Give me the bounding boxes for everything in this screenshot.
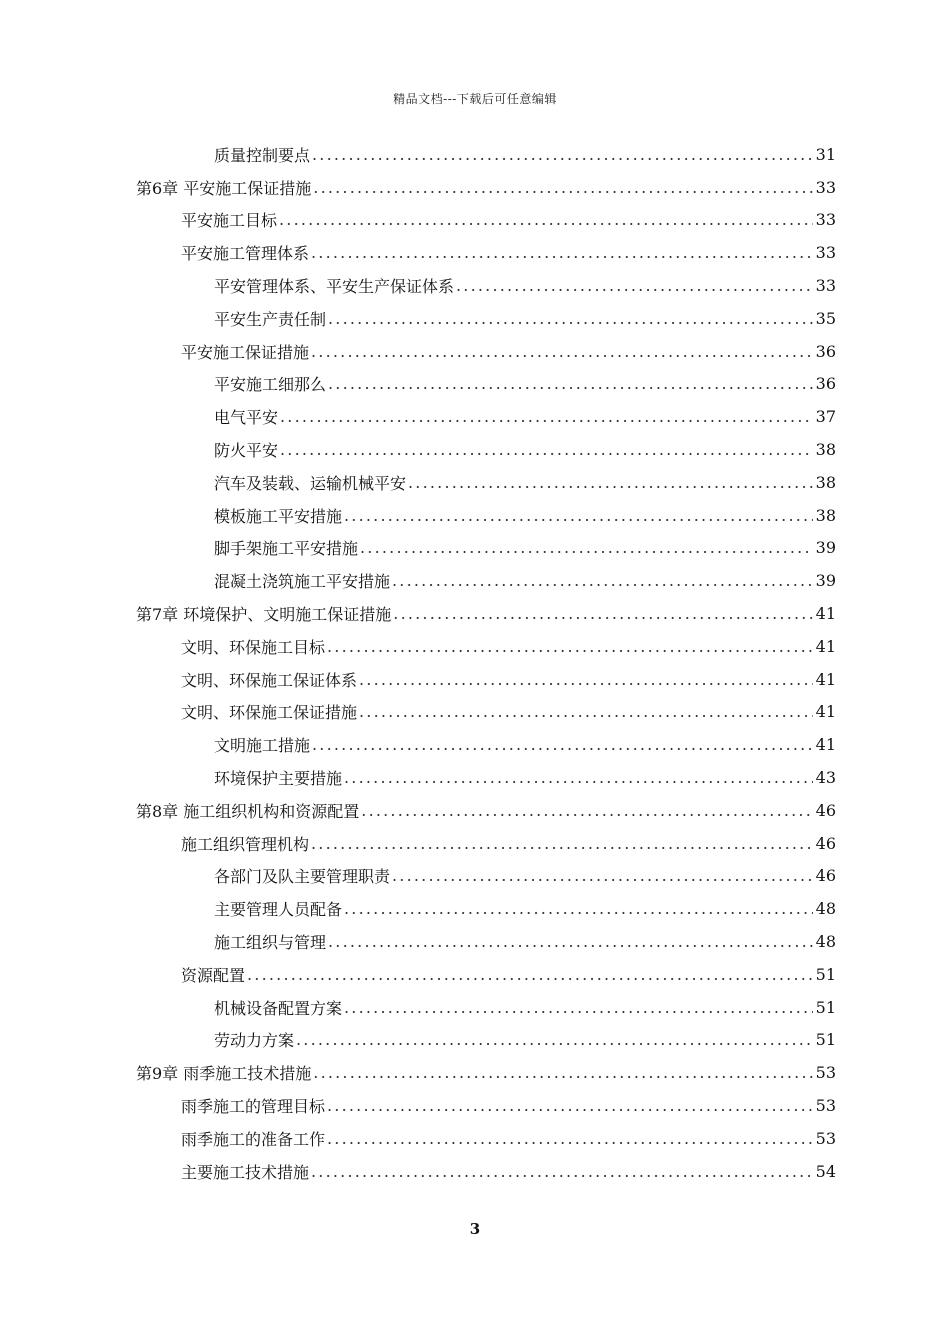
toc-entry-title: 平安施工保证措施 — [181, 342, 310, 362]
toc-entry-title: 平安管理体系、平安生产保证体系 — [214, 277, 455, 297]
toc-entry[interactable] — [0, 335, 950, 368]
toc-entry[interactable] — [0, 761, 950, 794]
toc-dot-leader — [392, 571, 813, 590]
toc-dot-leader — [313, 1063, 812, 1082]
toc-entry-page: 36 — [815, 341, 836, 361]
toc-entry-title: 平安施工目标 — [181, 211, 278, 231]
toc-entry-page: 46 — [815, 833, 836, 853]
toc-entry-page: 48 — [815, 899, 836, 919]
toc-dot-leader — [312, 145, 813, 164]
toc-entry-page: 41 — [815, 735, 836, 755]
toc-entry-title: 第8章 施工组织机构和资源配置 — [136, 801, 360, 821]
toc-entry[interactable] — [0, 236, 950, 269]
toc-entry-title: 汽车及装载、运输机械平安 — [214, 473, 407, 493]
toc-entry-title: 各部门及队主要管理职责 — [214, 867, 391, 887]
page-header: 精品文档---下载后可任意编辑 — [393, 92, 557, 106]
toc-dot-leader — [280, 440, 813, 459]
toc-entry-title: 平安施工管理体系 — [181, 244, 310, 264]
toc-entry-title: 质量控制要点 — [214, 145, 311, 165]
toc-entry[interactable] — [0, 892, 950, 925]
toc-entry-title: 主要管理人员配备 — [214, 900, 343, 920]
toc-entry[interactable] — [0, 958, 950, 991]
toc-entry[interactable] — [0, 1089, 950, 1122]
toc-entry-title: 第6章 平安施工保证措施 — [136, 178, 312, 198]
toc-entry[interactable] — [0, 1024, 950, 1057]
toc-dot-leader — [328, 309, 813, 328]
toc-entry-title: 劳动力方案 — [214, 1031, 295, 1051]
toc-entry-title: 第9章 雨季施工技术措施 — [136, 1064, 312, 1084]
toc-entry[interactable] — [0, 630, 950, 663]
toc-entry-page: 41 — [815, 702, 836, 722]
toc-entry-page: 37 — [815, 407, 836, 427]
toc-dot-leader — [296, 1030, 813, 1049]
toc-entry[interactable] — [0, 204, 950, 237]
toc-dot-leader — [311, 342, 813, 361]
toc-entry-page: 53 — [815, 1063, 836, 1083]
toc-entry[interactable] — [0, 1056, 950, 1089]
toc-entry-title: 平安生产责任制 — [214, 309, 327, 329]
toc-dot-leader — [311, 243, 813, 262]
toc-dot-leader — [313, 178, 812, 197]
toc-entry-title: 第7章 环境保护、文明施工保证措施 — [136, 605, 392, 625]
toc-dot-leader — [360, 538, 813, 557]
toc-entry-title: 环境保护主要措施 — [214, 769, 343, 789]
toc-entry[interactable] — [0, 532, 950, 565]
toc-dot-leader — [361, 801, 812, 820]
toc-dot-leader — [279, 210, 813, 229]
toc-dot-leader — [327, 1129, 813, 1148]
toc-dot-leader — [408, 473, 813, 492]
toc-entry-title: 文明、环保施工保证措施 — [181, 703, 358, 723]
toc-entry-title: 文明、环保施工目标 — [181, 637, 326, 657]
toc-entry[interactable] — [0, 1155, 950, 1188]
toc-entry[interactable] — [0, 138, 950, 171]
toc-entry-title: 机械设备配置方案 — [214, 998, 343, 1018]
toc-dot-leader — [456, 276, 813, 295]
toc-entry[interactable] — [0, 794, 950, 827]
toc-entry[interactable] — [0, 466, 950, 499]
toc-entry-title: 模板施工平安措施 — [214, 506, 343, 526]
toc-entry[interactable] — [0, 564, 950, 597]
toc-entry[interactable] — [0, 269, 950, 302]
toc-entry[interactable] — [0, 663, 950, 696]
toc-entry-page: 33 — [815, 177, 836, 197]
toc-entry-page: 33 — [815, 210, 836, 230]
toc-entry[interactable] — [0, 302, 950, 335]
toc-dot-leader — [280, 407, 813, 426]
table-of-contents — [0, 138, 950, 1188]
toc-dot-leader — [328, 932, 813, 951]
toc-entry[interactable] — [0, 499, 950, 532]
toc-entry-page: 35 — [815, 308, 836, 328]
toc-entry[interactable] — [0, 433, 950, 466]
toc-dot-leader — [344, 768, 813, 787]
toc-entry-title: 雨季施工的准备工作 — [181, 1129, 326, 1149]
toc-entry-page: 39 — [815, 538, 836, 558]
toc-entry-page: 33 — [815, 276, 836, 296]
toc-entry[interactable] — [0, 171, 950, 204]
toc-entry-title: 防火平安 — [214, 441, 279, 461]
toc-entry[interactable] — [0, 860, 950, 893]
toc-entry-title: 施工组织与管理 — [214, 933, 327, 953]
toc-entry-page: 38 — [815, 440, 836, 460]
toc-dot-leader — [312, 735, 813, 754]
toc-dot-leader — [328, 374, 813, 393]
toc-entry-page: 54 — [815, 1161, 836, 1181]
toc-entry-page: 53 — [815, 1096, 836, 1115]
toc-entry[interactable] — [0, 925, 950, 958]
page-number: 3 — [469, 1220, 481, 1238]
toc-entry-title: 平安施工细那么 — [214, 375, 327, 395]
toc-entry-page: 38 — [815, 505, 836, 525]
toc-entry[interactable] — [0, 597, 950, 630]
toc-entry[interactable] — [0, 368, 950, 401]
toc-dot-leader — [344, 899, 813, 918]
toc-entry-title: 主要施工技术措施 — [181, 1162, 310, 1182]
toc-entry-page: 31 — [815, 144, 836, 164]
toc-dot-leader — [327, 637, 813, 656]
toc-entry-page: 48 — [815, 932, 836, 952]
toc-entry-title: 文明施工措施 — [214, 736, 311, 756]
toc-dot-leader — [327, 1096, 813, 1115]
toc-dot-leader — [359, 670, 813, 689]
toc-entry-title: 电气平安 — [214, 408, 279, 428]
toc-entry-page: 39 — [815, 571, 836, 591]
toc-entry-title: 施工组织管理机构 — [181, 834, 310, 854]
toc-entry-page: 51 — [815, 997, 836, 1017]
toc-dot-leader — [393, 604, 812, 623]
toc-dot-leader — [392, 866, 813, 885]
toc-entry[interactable] — [0, 1122, 950, 1155]
toc-dot-leader — [344, 998, 813, 1017]
toc-entry-page: 43 — [815, 768, 836, 788]
toc-entry[interactable] — [0, 991, 950, 1024]
toc-entry-page: 41 — [815, 669, 836, 689]
toc-entry-page: 51 — [815, 1030, 836, 1050]
toc-entry-page: 36 — [815, 374, 836, 394]
toc-entry[interactable] — [0, 728, 950, 761]
toc-entry[interactable] — [0, 400, 950, 433]
toc-entry-title: 脚手架施工平安措施 — [214, 539, 359, 559]
toc-entry-page: 38 — [815, 472, 836, 492]
toc-dot-leader — [311, 1162, 813, 1181]
toc-entry-title: 雨季施工的管理目标 — [181, 1097, 326, 1116]
toc-entry-page: 51 — [815, 964, 836, 984]
toc-entry[interactable] — [0, 827, 950, 860]
toc-entry-page: 41 — [815, 636, 836, 656]
toc-entry-title: 混凝土浇筑施工平安措施 — [214, 572, 391, 592]
toc-dot-leader — [311, 834, 813, 853]
toc-dot-leader — [344, 506, 813, 525]
toc-entry-title: 文明、环保施工保证体系 — [181, 670, 358, 690]
toc-entry-page: 41 — [815, 604, 836, 624]
toc-entry-page: 33 — [815, 243, 836, 263]
toc-dot-leader — [359, 702, 813, 721]
toc-entry-page: 46 — [815, 800, 836, 820]
toc-dot-leader — [247, 965, 813, 984]
toc-entry-page: 46 — [815, 866, 836, 886]
toc-entry[interactable] — [0, 696, 950, 729]
toc-entry-page: 53 — [815, 1128, 836, 1148]
toc-entry-title: 资源配置 — [181, 965, 246, 985]
